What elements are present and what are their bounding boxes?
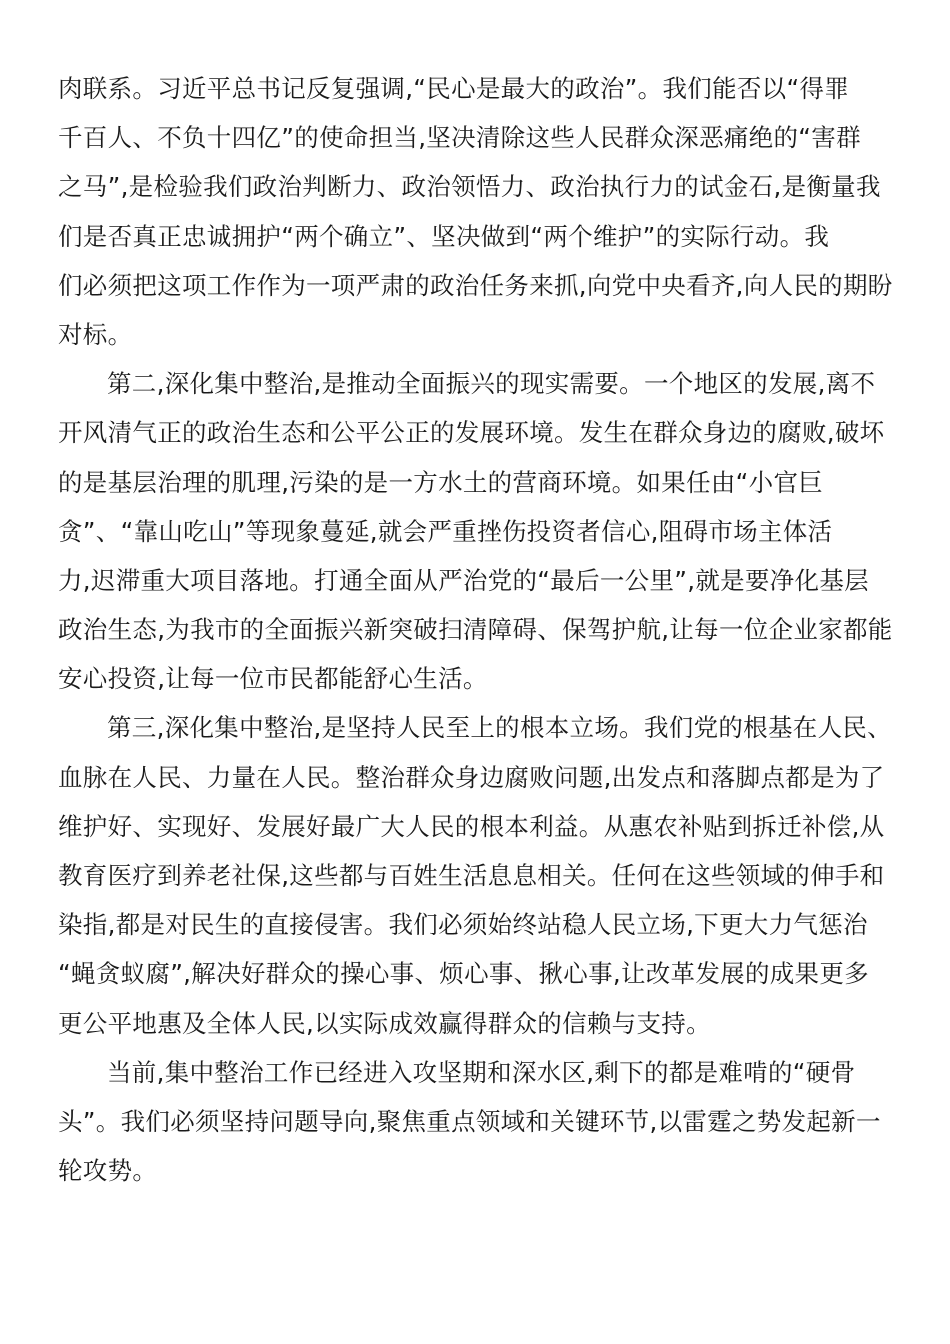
text-line: 们是否真正忠诚拥护“两个确立”、坚决做到“两个维护”的实际行动。我 bbox=[58, 221, 830, 251]
text-line: 肉联系。习近平总书记反复强调,“民心是最大的政治”。我们能否以“得罪 bbox=[58, 74, 850, 103]
text-line: 的是基层治理的肌理,污染的是一方水土的营商环境。如果任由“小官巨 bbox=[58, 467, 824, 497]
text-line: “蝇贪蚁腐”,解决好群众的操心事、烦心事、揪心事,让改革发展的成果更多 bbox=[58, 959, 869, 989]
text-line: 维护好、实现好、发展好最广大人民的根本利益。从惠农补贴到拆迁补偿,从 bbox=[58, 811, 885, 841]
text-line: 教育医疗到养老社保,这些都与百姓生活息息相关。任何在这些领域的伸手和 bbox=[58, 861, 885, 890]
text-line: 之马”,是检验我们政治判断力、政治领悟力、政治执行力的试金石,是衡量我 bbox=[58, 172, 881, 202]
paragraph-start-line: 当前,集中整治工作已经进入攻坚期和深水区,剩下的都是难啃的“硬骨 bbox=[107, 1057, 856, 1087]
text-line: 力,迟滞重大项目落地。打通全面从严治党的“最后一公里”,就是要净化基层 bbox=[58, 565, 869, 595]
text-line: 染指,都是对民生的直接侵害。我们必须始终站稳人民立场,下更大力气惩治 bbox=[58, 910, 868, 940]
text-line: 安心投资,让每一位市民都能舒心生活。 bbox=[58, 664, 488, 694]
text-line: 千百人、不负十四亿”的使命担当,坚决清除这些人民群众深恶痛绝的“害群 bbox=[58, 123, 861, 153]
text-line: 政治生态,为我市的全面振兴新突破扫清障碍、保驾护航,让每一位企业家都能 bbox=[58, 615, 893, 645]
text-line: 轮攻势。 bbox=[58, 1156, 158, 1186]
text-line: 贪”、“靠山吃山”等现象蔓延,就会严重挫伤投资者信心,阻碍市场主体活 bbox=[58, 516, 833, 546]
paragraph-start-line: 第三,深化集中整治,是坚持人民至上的根本立场。我们党的根基在人民、 bbox=[107, 713, 892, 743]
paragraph-start-line: 第二,深化集中整治,是推动全面振兴的现实需要。一个地区的发展,离不 bbox=[107, 369, 876, 399]
document-body bbox=[58, 64, 894, 1195]
text-line: 们必须把这项工作作为一项严肃的政治任务来抓,向党中央看齐,向人民的期盼 bbox=[58, 270, 893, 300]
text-line: 对标。 bbox=[58, 319, 133, 349]
text-line: 头”。我们必须坚持问题导向,聚焦重点领域和关键环节,以雷霆之势发起新一 bbox=[58, 1106, 881, 1136]
text-line: 血脉在人民、力量在人民。整治群众身边腐败问题,出发点和落脚点都是为了 bbox=[58, 762, 885, 792]
text-line: 开风清气正的政治生态和公平公正的发展环境。发生在群众身边的腐败,破坏 bbox=[58, 418, 885, 448]
text-line: 更公平地惠及全体人民,以实际成效赢得群众的信赖与支持。 bbox=[58, 1008, 711, 1038]
